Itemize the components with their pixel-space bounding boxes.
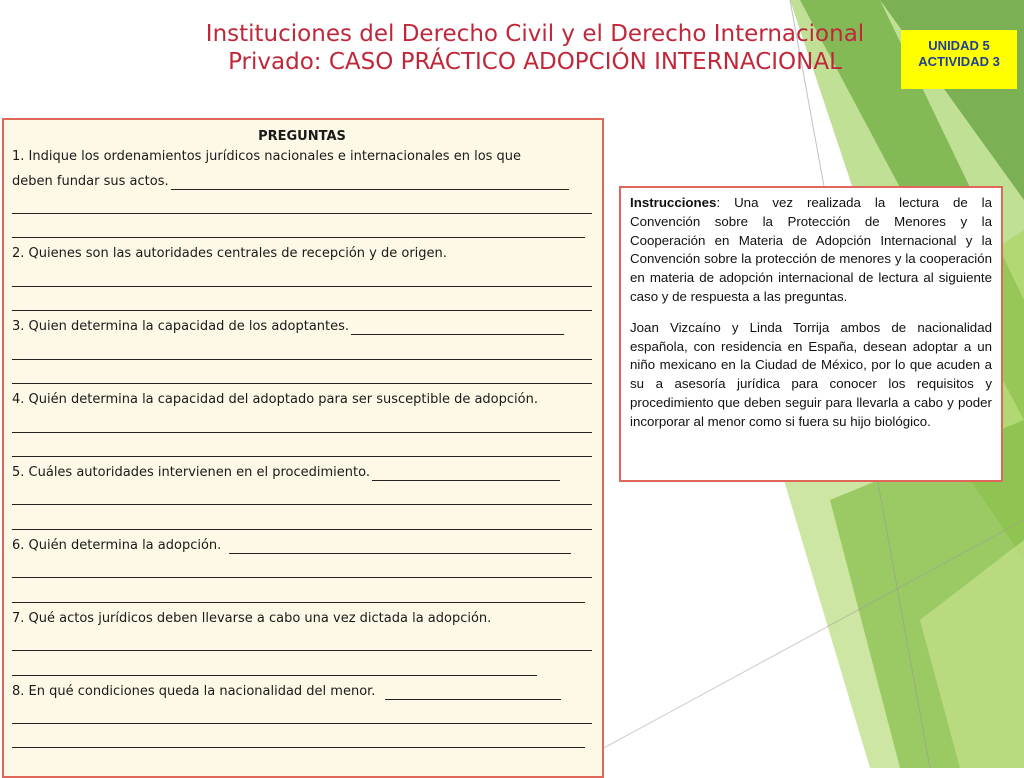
question-2-text: 2. Quienes son las autoridades centrales de recepción y de origen. (12, 246, 447, 262)
title-line-2: Privado: CASO PRÁCTICO ADOPCIÓN INTERNACIONAL (228, 49, 842, 75)
answer-line[interactable] (12, 237, 585, 238)
instructions-paragraph (630, 194, 992, 307)
answer-line[interactable] (351, 334, 564, 335)
question-1-continued: deben fundar sus actos. (12, 173, 169, 189)
answer-line[interactable] (12, 359, 592, 360)
answer-row[interactable] (12, 221, 592, 245)
answer-row[interactable] (12, 342, 592, 366)
answer-row[interactable] (12, 707, 592, 731)
instructions-text: : Una vez realizada la lectura de la Convención sobre la Protección de Menores y la Cooperación en Materia de Adopción Internacional y la Convención sobre la protección de menores y la cooperación en materia de adopción internacional de lectura al siguiente caso y de respuesta a las preguntas. (630, 195, 992, 304)
answer-row[interactable] (12, 269, 592, 293)
unit-activity-badge (901, 30, 1017, 89)
answer-line[interactable] (12, 675, 537, 676)
question-8 (12, 683, 592, 707)
answer-row[interactable] (12, 658, 592, 682)
answer-line[interactable] (12, 650, 592, 651)
case-paragraph: Joan Vizcaíno y Linda Torrija ambos de nacionalidad española, con residencia en España, desean adoptar a un niño mexicano en la Ciudad de México, por lo que acuden a su a asesoría jurídica para conocer los requisitos y procedimiento que deben seguir para llevarla a cabo y poder incorporar al menor como si fuera su hijo biológico. (630, 319, 992, 429)
question-6-text: 6. Quién determina la adopción. (12, 538, 222, 554)
answer-line[interactable] (372, 480, 560, 481)
question-5 (12, 464, 592, 488)
answer-line[interactable] (12, 213, 592, 214)
answer-row[interactable] (12, 294, 592, 318)
answer-line[interactable] (12, 456, 592, 457)
answer-row[interactable] (12, 731, 592, 755)
question-4-text: 4. Quién determina la capacidad del adoptado para ser susceptible de adopción. (12, 392, 538, 408)
answer-line[interactable] (12, 577, 592, 578)
answer-line[interactable] (12, 310, 592, 311)
question-1-line-2 (12, 172, 592, 196)
unit-label: UNIDAD 5 (928, 38, 990, 53)
answer-row[interactable] (12, 197, 592, 221)
question-3-text: 3. Quien determina la capacidad de los adoptantes. (12, 319, 350, 335)
question-7 (12, 610, 592, 634)
answer-row[interactable] (12, 585, 592, 609)
instructions-label: Instrucciones (630, 195, 717, 210)
questions-panel (2, 118, 604, 778)
answer-line[interactable] (171, 189, 569, 190)
question-5-text: 5. Cuáles autoridades intervienen en el procedimiento. (12, 465, 370, 481)
answer-line[interactable] (12, 747, 585, 748)
questions-heading: PREGUNTAS (258, 129, 346, 144)
answer-line[interactable] (12, 432, 592, 433)
answer-line[interactable] (12, 504, 592, 505)
answer-line[interactable] (12, 286, 592, 287)
page-title (150, 20, 920, 76)
title-line-1: Instituciones del Derecho Civil y el Derecho Internacional (205, 21, 865, 47)
answer-line[interactable] (12, 383, 592, 384)
question-7-text: 7. Qué actos jurídicos deben llevarse a cabo una vez dictada la adopción. (12, 610, 492, 626)
question-1-text: 1. Indique los ordenamientos jurídicos nacionales e internacionales en los que (12, 149, 522, 165)
answer-line[interactable] (12, 602, 585, 603)
answer-line[interactable] (385, 699, 561, 700)
answer-row[interactable] (12, 634, 592, 658)
question-4 (12, 391, 592, 415)
activity-label: ACTIVIDAD 3 (918, 54, 1000, 69)
question-8-text: 8. En qué condiciones queda la nacionalidad del menor. (12, 683, 376, 699)
answer-row[interactable] (12, 415, 592, 439)
answer-row[interactable] (12, 367, 592, 391)
answer-row[interactable] (12, 440, 592, 464)
question-2 (12, 245, 592, 269)
question-1-line-1 (12, 148, 592, 172)
instructions-panel (619, 186, 1003, 482)
question-3 (12, 318, 592, 342)
answer-line[interactable] (12, 529, 592, 530)
answer-line[interactable] (12, 723, 592, 724)
answer-row[interactable] (12, 561, 592, 585)
answer-row[interactable] (12, 512, 592, 536)
answer-row[interactable] (12, 488, 592, 512)
answer-line[interactable] (229, 553, 571, 554)
question-6 (12, 537, 592, 561)
